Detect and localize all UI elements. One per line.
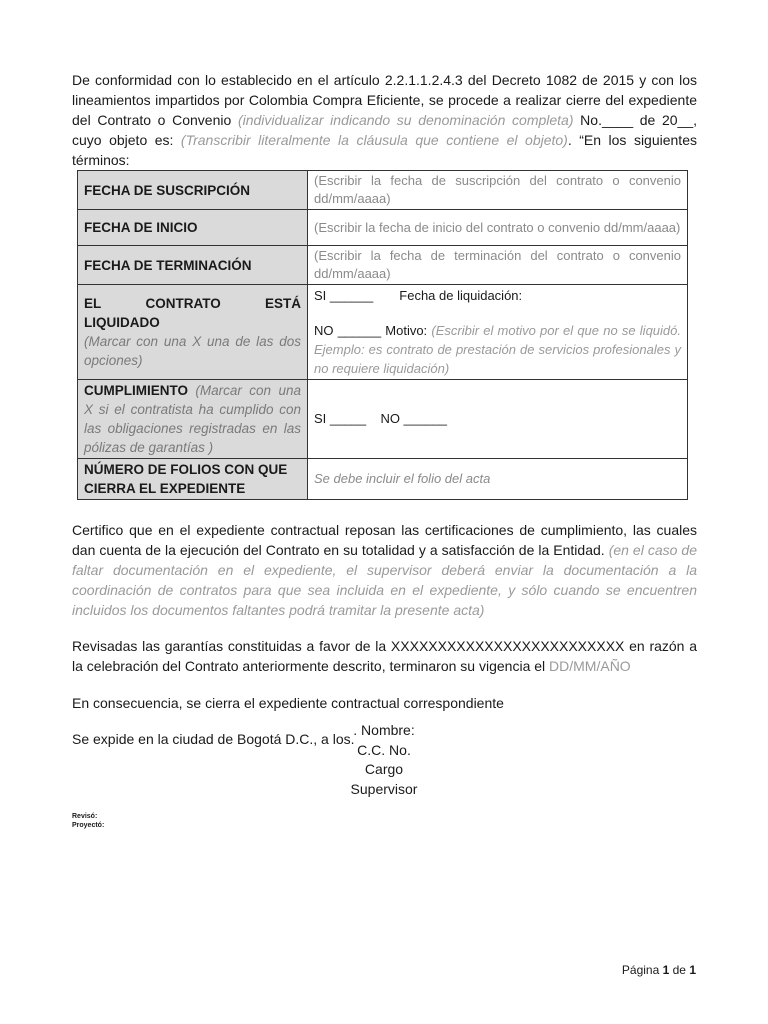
liquidado-word: LIQUIDADO <box>84 315 160 330</box>
intro-hint: (individualizar indicando su denominación completa) <box>237 112 574 128</box>
row-label-cumplimiento <box>78 380 308 459</box>
row-value-inicio: (Escribir la fecha de inicio del contrato o convenio dd/mm/aaaa) <box>308 210 688 246</box>
footer-page-total: 1 <box>689 963 696 977</box>
consecuencia-paragraph: En consecuencia, se cierra el expediente contractual correspondiente <box>72 695 504 711</box>
liquidado-hint: (Marcar con una X una de las dos opciones) <box>84 334 301 368</box>
row-value-suscripcion: (Escribir la fecha de suscripción del contrato o convenio dd/mm/aaaa) <box>308 171 688 210</box>
cumplimiento-label: CUMPLIMIENTO <box>84 383 188 398</box>
row-value-folios: Se debe incluir el folio del acta <box>308 459 688 500</box>
certifico-paragraph <box>72 520 697 620</box>
row-label-inicio: FECHA DE INICIO <box>78 210 308 246</box>
liquidado-no-line <box>314 321 681 378</box>
certifico-text: Certifico que en el expediente contractual reposan las certificaciones de cumplimiento, las cuales dan cuenta de la ejecución del Contrato en su totalidad y a satisfacción de la Entidad. <box>72 522 697 558</box>
cumplimiento-hint: (Marcar con una X si el contratista ha cumplido con las obligaciones registradas en las pólizas de garantías ) <box>84 383 301 455</box>
row-value-cumplimiento: SI _____ NO ______ <box>308 380 688 459</box>
table-row <box>78 459 688 500</box>
footer-de: de <box>669 963 690 977</box>
liquidado-heading <box>84 294 301 313</box>
intro-paragraph <box>72 70 697 170</box>
footer-page-number: 1 <box>662 963 670 977</box>
footer-pagina: Página <box>621 963 663 977</box>
expide-paragraph: Se expide en la ciudad de Bogotá D.C., a los. <box>72 731 355 747</box>
footnote-reviso: Revisó: <box>72 813 98 820</box>
garantias-date: DD/MM/AÑO <box>549 658 631 674</box>
signature-supervisor: Supervisor <box>350 781 418 797</box>
table-row <box>78 380 688 459</box>
liquidado-motivo-hint: (Escribir el motivo por el que no se liquidó. Ejemplo: es contrato de prestación de servicios profesionales y no requiere liquidación) <box>314 323 681 376</box>
garantias-text: Revisadas las garantías constituidas a favor de la XXXXXXXXXXXXXXXXXXXXXXXXX en razón a la celebración del Contrato anteriormente descrito, terminaron su vigencia el <box>72 638 697 674</box>
row-label-suscripcion: FECHA DE SUSCRIPCIÓN <box>78 171 308 210</box>
intro-text: De conformidad con lo establecido en el artículo 2.2.1.1.2.4.3 del Decreto 1082 de 2015 y con los lineamientos impartidos por Colombia Compra Eficiente, se procede a realizar cierre del expediente del Contrato o Convenio <box>72 72 697 128</box>
signature-cargo: Cargo <box>364 761 404 777</box>
liquidado-word: EL <box>84 296 102 311</box>
intro-hint-object: (Transcribir literalmente la cláusula que contiene el objeto) <box>180 132 568 148</box>
table-row <box>78 285 688 380</box>
row-label-folios: NÚMERO DE FOLIOS CON QUE CIERRA EL EXPEDIENTE <box>78 459 308 500</box>
signature-cc: C.C. No. <box>357 742 411 758</box>
row-value-terminacion: (Escribir la fecha de terminación del contrato o convenio dd/mm/aaaa) <box>308 246 688 285</box>
row-label-terminacion: FECHA DE TERMINACIÓN <box>78 246 308 285</box>
contract-table <box>77 170 688 500</box>
table-row <box>78 210 688 246</box>
liquidado-word: CONTRATO <box>145 296 221 311</box>
table-row <box>78 171 688 210</box>
liquidado-fecha: Fecha de liquidación: <box>399 288 523 303</box>
page-footer <box>622 963 696 977</box>
footnote-proyecto: Proyectó: <box>72 822 105 829</box>
row-value-liquidado <box>308 285 688 380</box>
liquidado-si-line <box>314 287 681 305</box>
intro-text-end: . “En los siguientes términos: <box>72 132 697 168</box>
intro-text-mid: No.____ de 20__, cuyo objeto es: <box>72 112 698 148</box>
garantias-paragraph <box>72 636 697 676</box>
liquidado-no: NO ______ Motivo: <box>314 323 432 338</box>
document-body <box>72 70 697 749</box>
liquidado-word: ESTÁ <box>264 296 301 311</box>
signature-nombre: . Nombre: <box>353 722 415 738</box>
liquidado-si: SI ______ <box>314 288 374 303</box>
table-row <box>78 246 688 285</box>
certifico-hint: (en el caso de faltar documentación en el expediente, el supervisor deberá enviar la documentación a la coordinación de contratos para que sea incluida en el expediente, y sólo cuando se encuentren incluidos los documentos faltantes podrá tramitar la presente acta) <box>72 542 698 618</box>
row-label-liquidado <box>78 285 308 380</box>
